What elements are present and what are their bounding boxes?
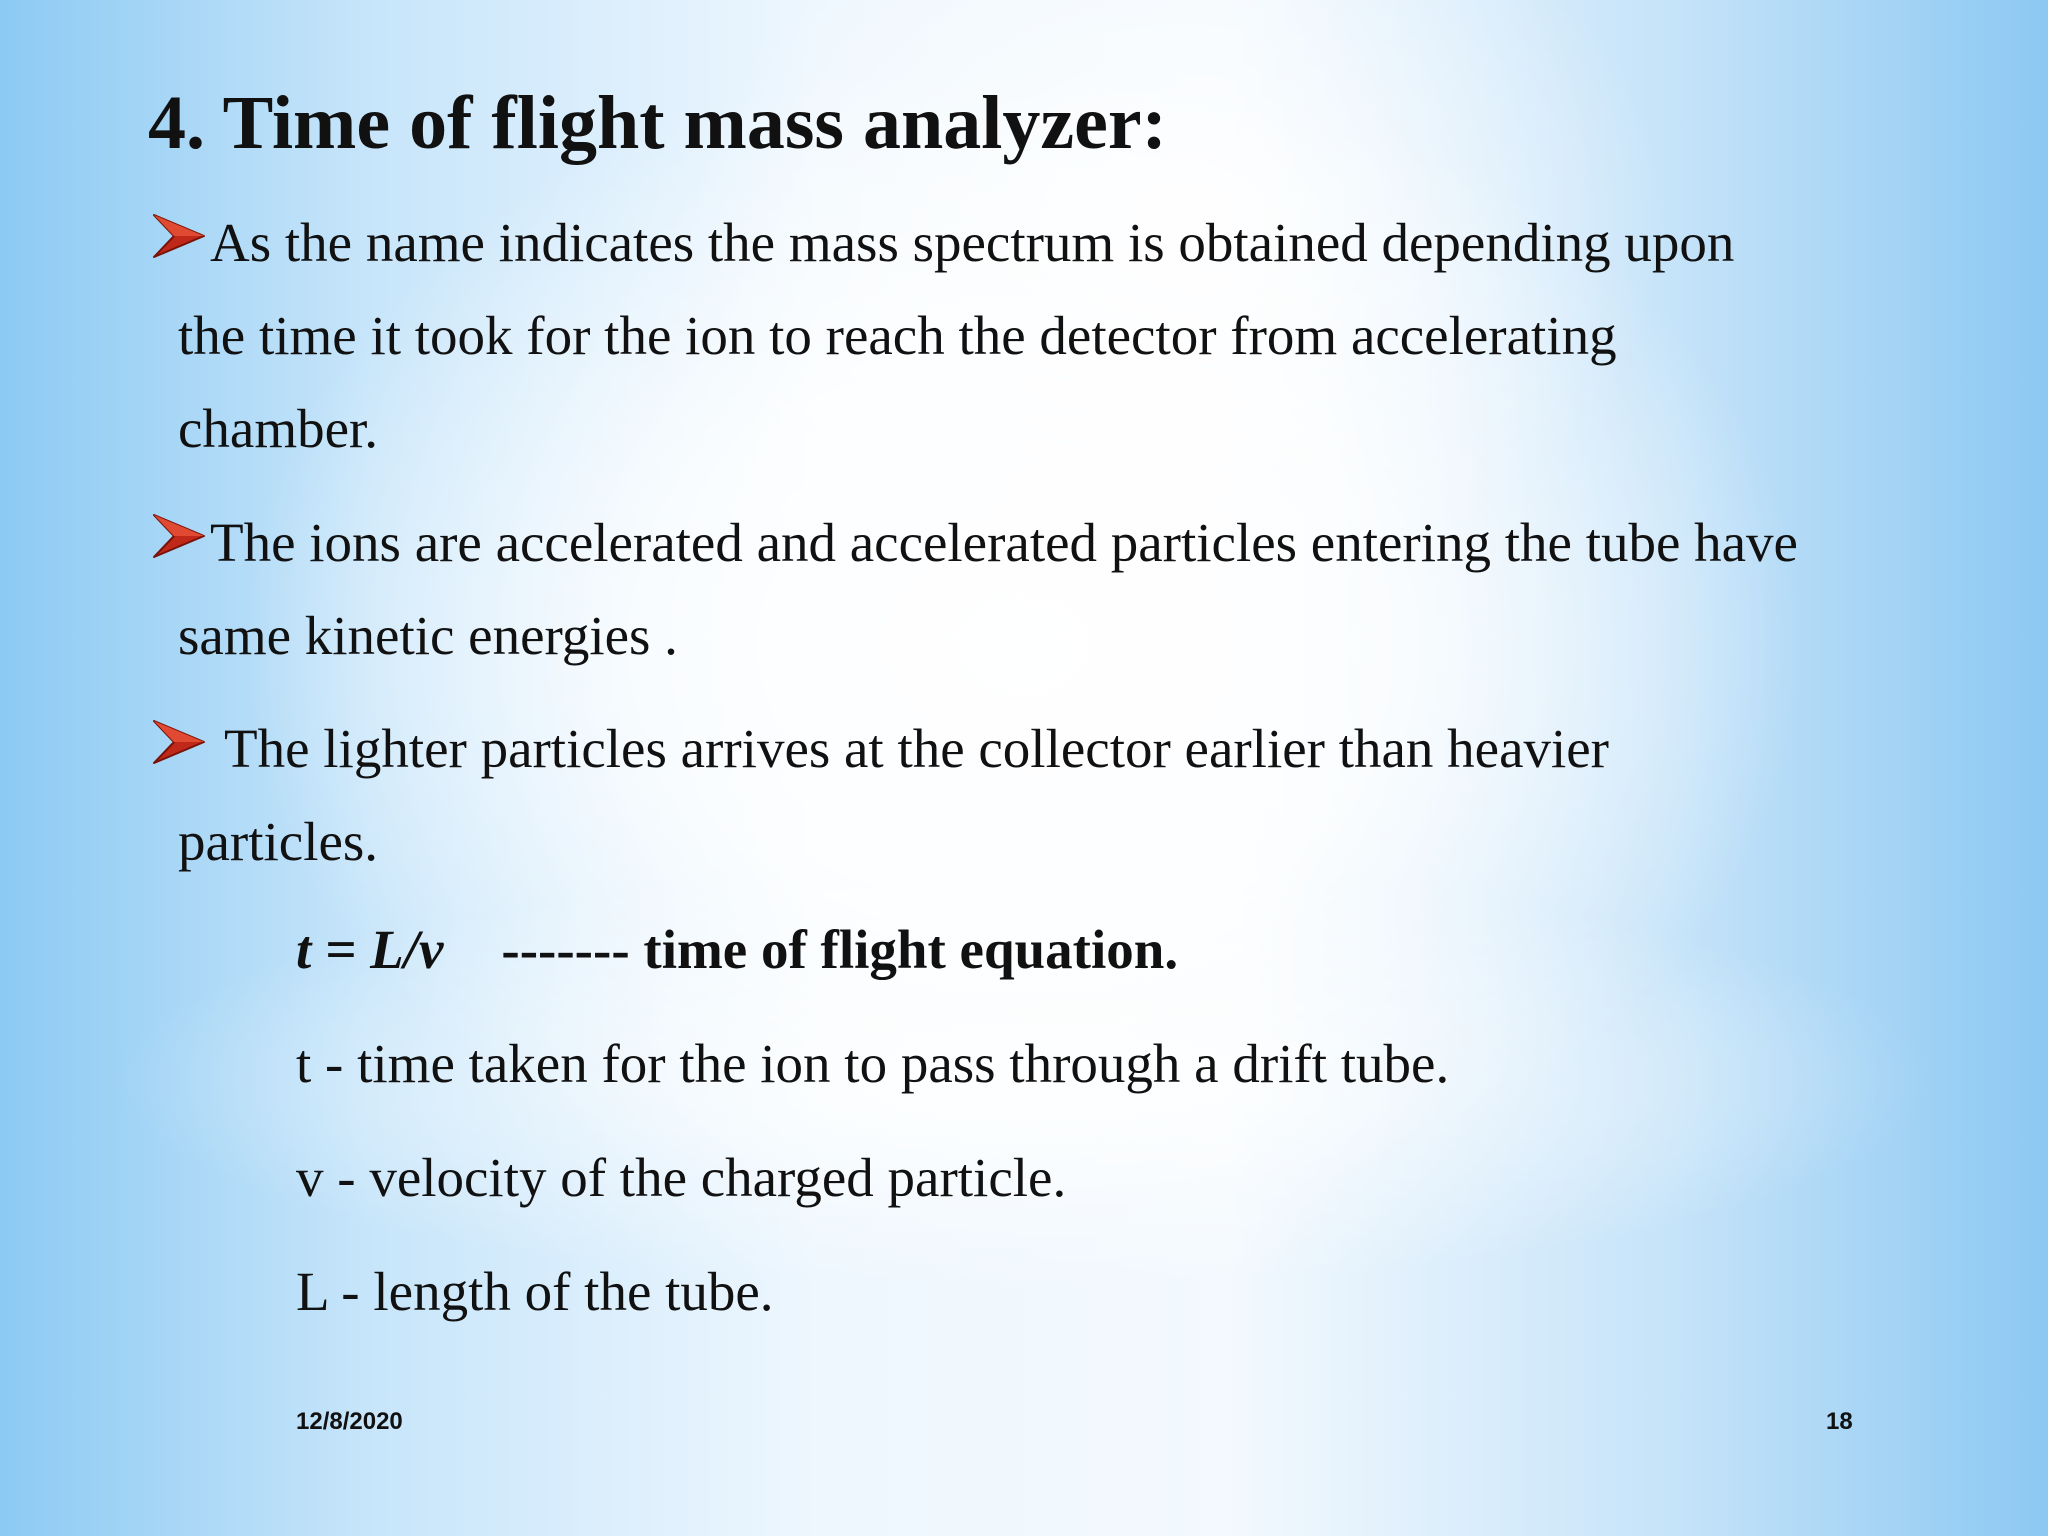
equation-description: ------- time of flight equation. xyxy=(501,919,1179,980)
page-number: 18 xyxy=(1826,1408,1853,1435)
bullet-1-line-1: As the name indicates the mass spectrum is obtained depending upon xyxy=(210,212,1735,273)
arrowhead-bullet-icon xyxy=(150,207,208,265)
slide-title: 4. Time of flight mass analyzer: xyxy=(148,81,1167,165)
bullet-point-2 xyxy=(150,496,1950,682)
bullet-point-1 xyxy=(150,196,1950,475)
bullet-3-line-1: The lighter particles arrives at the collector earlier than heavier xyxy=(224,718,1609,779)
equation-formula: t = L/v xyxy=(296,919,444,980)
bullet-3-line-2: particles. xyxy=(178,811,379,872)
time-of-flight-equation xyxy=(296,918,1178,981)
definition-l: L - length of the tube. xyxy=(296,1261,774,1322)
definition-t: t - time taken for the ion to pass through a drift tube. xyxy=(296,1033,1450,1094)
bullet-2-line-2: same kinetic energies . xyxy=(178,605,678,666)
bullet-1-line-2: the time it took for the ion to reach the detector from accelerating xyxy=(178,305,1617,366)
bullet-point-3 xyxy=(150,702,1950,888)
arrowhead-bullet-icon xyxy=(150,713,208,771)
bullet-1-line-3: chamber. xyxy=(178,398,379,459)
definition-v: v - velocity of the charged particle. xyxy=(296,1147,1067,1208)
bullet-2-line-1: The ions are accelerated and accelerated particles entering the tube have xyxy=(210,512,1798,573)
arrowhead-bullet-icon xyxy=(150,507,208,565)
footer-date: 12/8/2020 xyxy=(296,1408,403,1435)
